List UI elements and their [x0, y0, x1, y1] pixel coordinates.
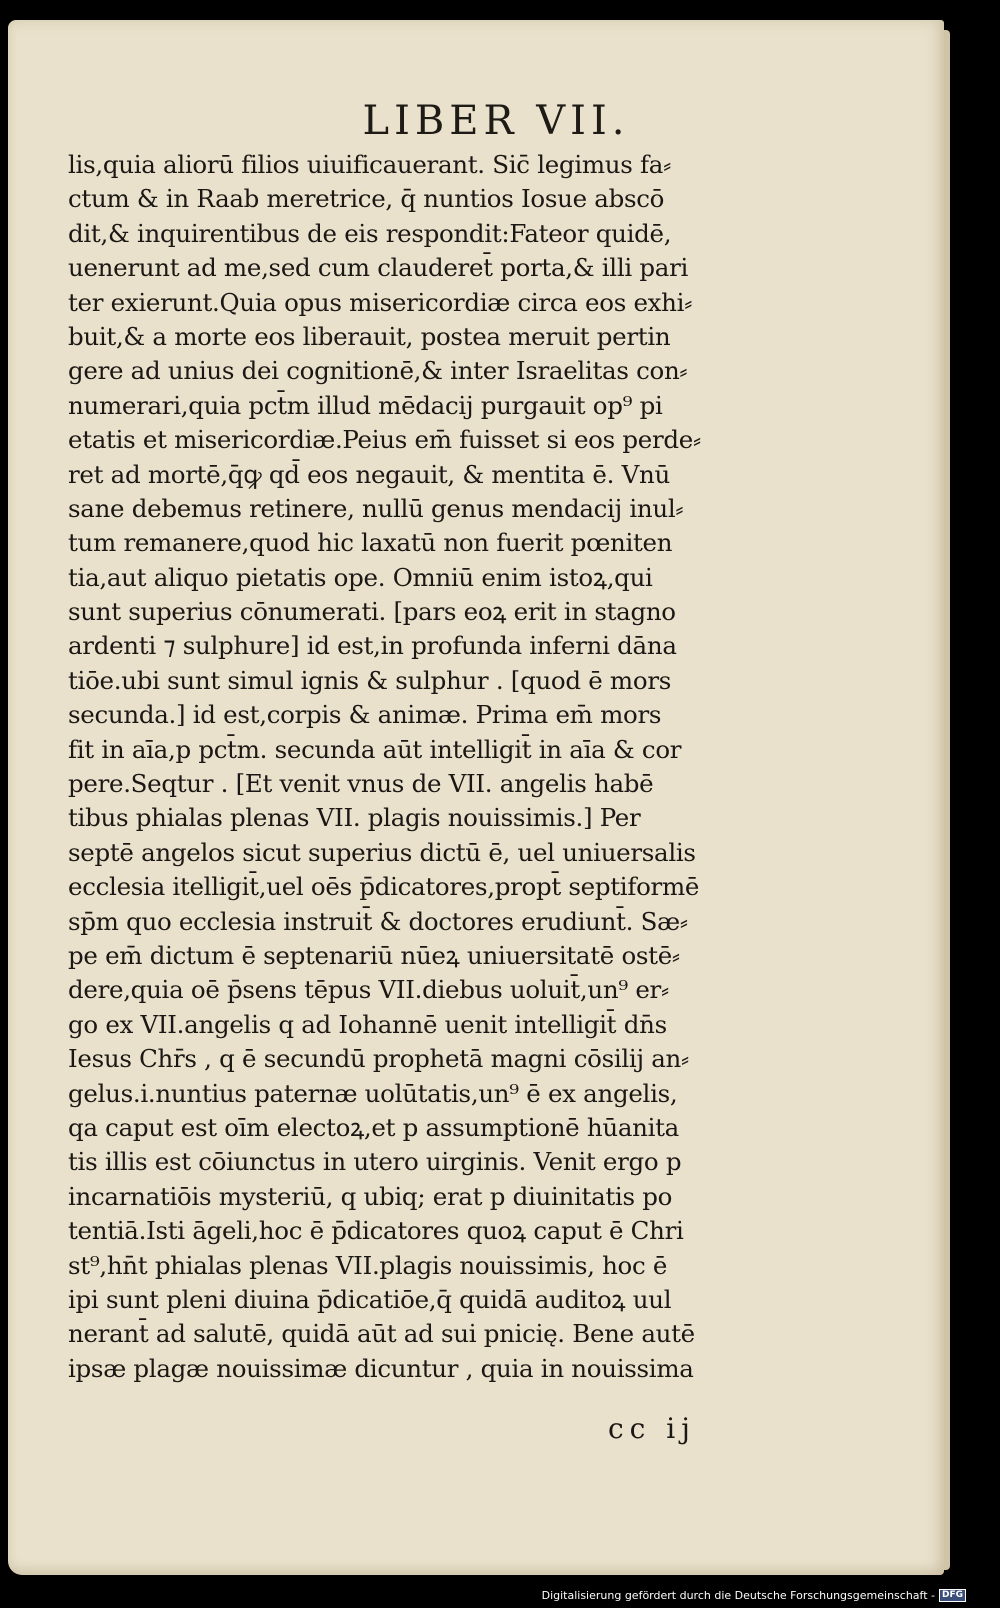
text-line: qa caput est oīm electoꝝ,et p assumptionē hūanita — [68, 1112, 679, 1142]
text-line: dit,& inquirentibus de eis respondit:Fateor quidē, — [68, 218, 672, 248]
text-line: gere ad unius dei cognitionē,& inter Israelitas con⸗ — [68, 356, 688, 386]
text-line: sp̄m quo ecclesia instruit̄ & doctores erudiunt̄. Sæ⸗ — [68, 906, 688, 936]
text-line: fit in aīa,p pct̄m. secunda aūt intelligit̄ in aīa & cor — [68, 734, 682, 764]
text-line: ctum & in Raab meretrice, q̄ nuntios Iosue abscō — [68, 184, 665, 214]
dfg-logo: DFG — [939, 1589, 966, 1602]
text-line: st⁹,hn̄t phialas plenas VII.plagis nouissimis, hoc ē — [68, 1250, 668, 1280]
text-line: Iesus Chr̄s , q ē secundū prophetā magni cōsilij an⸗ — [68, 1044, 689, 1074]
book-page — [8, 20, 944, 1575]
text-line: ret ad mortē,q̄ꝙ qd̄ eos negauit, & mentita ē. Vnū — [68, 459, 670, 489]
text-line: tiōe.ubi sunt simul ignis & sulphur . [quod ē mors — [68, 665, 672, 695]
text-line: ardenti ⁊ sulphure] id est,in profunda inferni dāna — [68, 631, 677, 661]
text-line: septē angelos sicut superius dictū ē, uel uniuersalis — [68, 837, 696, 867]
text-block — [68, 148, 888, 1386]
text-line: tis illis est cōiunctus in utero uirginis. Venit ergo p — [68, 1147, 682, 1177]
text-line: tentiā.Isti āgeli,hoc ē p̄dicatores quoꝝ caput ē Chri — [68, 1216, 684, 1246]
text-line: pere.Seqtur . [Et venit vnus de VII. angelis habē — [68, 769, 654, 799]
text-line: go ex VII.angelis q ad Iohannē uenit intelligit̄ dn̄s — [68, 1009, 667, 1039]
text-line: sane debemus retinere, nullū genus mendacij inul⸗ — [68, 493, 684, 523]
text-line: buit,& a morte eos liberauit, postea meruit pertin — [68, 321, 671, 351]
text-line: tia,aut aliquo pietatis ope. Omniū enim istoꝝ,qui — [68, 562, 653, 592]
text-line: incarnatiōis mysteriū, q ubiq; erat p diuinitatis po — [68, 1181, 673, 1211]
text-line: uenerunt ad me,sed cum clauderet̄ porta,& illi pari — [68, 253, 689, 283]
signature-mark: cc ij — [608, 1412, 696, 1445]
page-edge — [944, 30, 950, 1570]
text-line: ecclesia itelligit̄,uel oēs p̄dicatores,propt̄ septiformē — [68, 872, 700, 902]
text-line: secunda.] id est,corpis & animæ. Prima em̄ mors — [68, 700, 662, 730]
text-line: etatis et misericordiæ.Peius em̄ fuisset si eos perde⸗ — [68, 425, 701, 455]
text-line: ipsæ plagæ nouissimæ dicuntur , quia in nouissima — [68, 1353, 694, 1383]
text-line: gelus.i.nuntius paternæ uolūtatis,un⁹ ē ex angelis, — [68, 1078, 678, 1108]
text-line: sunt superius cōnumerati. [pars eoꝝ erit in stagno — [68, 597, 676, 627]
text-line: ipi sunt pleni diuina p̄dicatiōe,q̄ quidā auditoꝝ uul — [68, 1284, 672, 1314]
text-line: dere,quia oē p̄sens tēpus VII.diebus uoluit̄,un⁹ er⸗ — [68, 975, 669, 1005]
credit-text: Digitalisierung gefördert durch die Deutsche Forschungsgemeinschaft - — [541, 1589, 935, 1602]
text-line: tum remanere,quod hic laxatū non fuerit pœniten — [68, 528, 673, 558]
text-line: nerant̄ ad salutē, quidā aūt ad sui pnicię. Bene autē — [68, 1319, 695, 1349]
text-line: ter exierunt.Quia opus misericordiæ circa eos exhi⸗ — [68, 287, 693, 317]
text-line: pe em̄ dictum ē septenariū nūeꝝ uniuersitatē ostē⸗ — [68, 940, 680, 970]
digitization-credit — [542, 1589, 966, 1602]
text-line: lis,quia aliorū filios uiuificauerant. Sic̄ legimus fa⸗ — [68, 150, 671, 179]
running-head: LIBER VII. — [362, 98, 630, 144]
text-line: numerari,quia pct̄m illud mēdacij purgauit op⁹ pi — [68, 390, 663, 420]
text-line: tibus phialas plenas VII. plagis nouissimis.] Per — [68, 803, 641, 833]
